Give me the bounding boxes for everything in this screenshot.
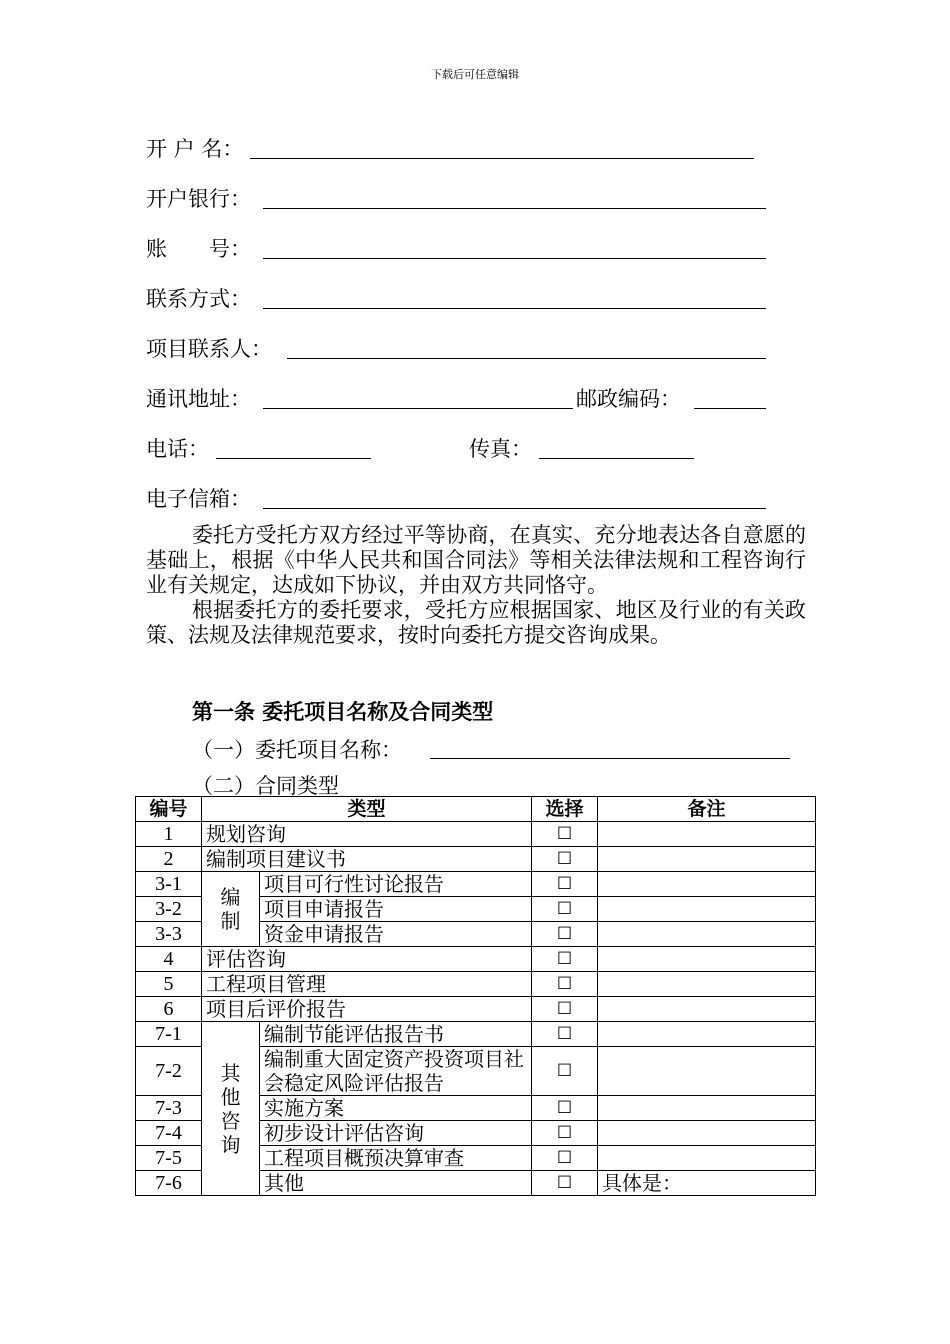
- bank-line[interactable]: [263, 208, 766, 209]
- postcode-label: 邮政编码：: [576, 387, 681, 411]
- select-checkbox[interactable]: ☐: [532, 1096, 598, 1121]
- select-checkbox[interactable]: ☐: [532, 872, 598, 897]
- contract-type-label: （二）合同类型: [192, 774, 339, 798]
- postcode-line[interactable]: [694, 408, 766, 409]
- row-remark[interactable]: [598, 1022, 816, 1047]
- row-remark[interactable]: [598, 822, 816, 847]
- group-other-text: 其他咨询: [220, 1060, 241, 1157]
- table-row: [136, 872, 816, 897]
- group-edit-text: 编制: [220, 885, 241, 933]
- row-remark[interactable]: [598, 872, 816, 897]
- select-checkbox[interactable]: ☐: [532, 847, 598, 872]
- select-checkbox[interactable]: ☐: [532, 972, 598, 997]
- contract-type-table: [135, 796, 816, 1196]
- table-row: [136, 972, 816, 997]
- phone-line[interactable]: [216, 458, 371, 459]
- address-line[interactable]: [263, 408, 573, 409]
- row-remark[interactable]: [598, 997, 816, 1022]
- select-checkbox[interactable]: ☐: [532, 1146, 598, 1171]
- row-remark[interactable]: 具体是：: [598, 1171, 816, 1196]
- row-type: 实施方案: [260, 1096, 532, 1121]
- account-no-label: 账 号：: [146, 237, 251, 261]
- row-remark[interactable]: [598, 847, 816, 872]
- row-number: 6: [136, 997, 202, 1022]
- row-type: 项目后评价报告: [202, 997, 532, 1022]
- row-number: 7-1: [136, 1022, 202, 1047]
- row-remark[interactable]: [598, 1146, 816, 1171]
- row-number: 3-1: [136, 872, 202, 897]
- page-header: 下载后可任意编辑: [431, 68, 519, 81]
- fax-label: 传真：: [469, 437, 532, 461]
- group-edit-label: [202, 872, 260, 947]
- select-checkbox[interactable]: ☐: [532, 1121, 598, 1146]
- row-number: 3-3: [136, 922, 202, 947]
- row-number: 5: [136, 972, 202, 997]
- row-remark[interactable]: [598, 1096, 816, 1121]
- group-other-label: [202, 1022, 260, 1196]
- paragraph-1: 委托方受托方双方经过平等协商，在真实、充分地表达各自意愿的基础上，根据《中华人民共和国合同法》等相关法律法规和工程咨询行业有关规定，达成如下协议，并由双方共同恪守。: [146, 523, 806, 597]
- row-type: 编制重大固定资产投资项目社会稳定风险评估报告: [260, 1047, 532, 1096]
- contact-method-line[interactable]: [263, 308, 766, 309]
- row-number: 3-2: [136, 897, 202, 922]
- account-name-line[interactable]: [250, 158, 754, 159]
- row-remark[interactable]: [598, 1121, 816, 1146]
- project-contact-line[interactable]: [287, 358, 766, 359]
- row-type: 编制项目建议书: [202, 847, 532, 872]
- select-checkbox[interactable]: ☐: [532, 1022, 598, 1047]
- project-contact-label: 项目联系人：: [146, 337, 272, 361]
- header-remark: 备注: [598, 797, 816, 822]
- email-label: 电子信箱：: [146, 487, 251, 511]
- account-no-line[interactable]: [263, 258, 766, 259]
- email-line[interactable]: [263, 508, 766, 509]
- intro-paragraph: [146, 523, 806, 648]
- table-row: [136, 1022, 816, 1047]
- project-name-label: （一）委托项目名称：: [192, 738, 402, 762]
- table-header-row: [136, 797, 816, 822]
- row-type: 初步设计评估咨询: [260, 1121, 532, 1146]
- row-remark[interactable]: [598, 922, 816, 947]
- row-number: 7-4: [136, 1121, 202, 1146]
- row-number: 7-6: [136, 1171, 202, 1196]
- table-row: [136, 822, 816, 847]
- select-checkbox[interactable]: ☐: [532, 922, 598, 947]
- row-remark[interactable]: [598, 897, 816, 922]
- row-type: 资金申请报告: [260, 922, 532, 947]
- row-number: 7-2: [136, 1047, 202, 1096]
- select-checkbox[interactable]: ☐: [532, 822, 598, 847]
- row-type: 项目可行性讨论报告: [260, 872, 532, 897]
- row-number: 7-5: [136, 1146, 202, 1171]
- select-checkbox[interactable]: ☐: [532, 997, 598, 1022]
- row-type: 其他: [260, 1171, 532, 1196]
- row-number: 2: [136, 847, 202, 872]
- select-checkbox[interactable]: ☐: [532, 1171, 598, 1196]
- row-type: 工程项目概预决算审查: [260, 1146, 532, 1171]
- row-number: 4: [136, 947, 202, 972]
- row-number: 1: [136, 822, 202, 847]
- row-type: 规划咨询: [202, 822, 532, 847]
- row-type: 工程项目管理: [202, 972, 532, 997]
- address-label: 通讯地址：: [146, 387, 251, 411]
- table-row: [136, 847, 816, 872]
- row-number: 7-3: [136, 1096, 202, 1121]
- select-checkbox[interactable]: ☐: [532, 947, 598, 972]
- row-type: 评估咨询: [202, 947, 532, 972]
- row-remark[interactable]: [598, 1047, 816, 1096]
- contact-method-label: 联系方式：: [146, 287, 251, 311]
- select-checkbox[interactable]: ☐: [532, 897, 598, 922]
- row-remark[interactable]: [598, 972, 816, 997]
- phone-label: 电话：: [146, 437, 209, 461]
- fax-line[interactable]: [539, 458, 694, 459]
- header-number: 编号: [136, 797, 202, 822]
- table-row: [136, 947, 816, 972]
- project-name-line[interactable]: [430, 758, 790, 759]
- row-type: 项目申请报告: [260, 897, 532, 922]
- row-remark[interactable]: [598, 947, 816, 972]
- select-checkbox[interactable]: ☐: [532, 1047, 598, 1096]
- row-type: 编制节能评估报告书: [260, 1022, 532, 1047]
- account-name-label: 开 户 名：: [146, 137, 244, 161]
- header-select: 选择: [532, 797, 598, 822]
- paragraph-2: 根据委托方的委托要求，受托方应根据国家、地区及行业的有关政策、法规及法律规范要求，按时向委托方提交咨询成果。: [146, 598, 806, 647]
- table-row: [136, 997, 816, 1022]
- header-type: 类型: [202, 797, 532, 822]
- article-1-heading: 第一条 委托项目名称及合同类型: [192, 700, 494, 724]
- bank-label: 开户银行：: [146, 187, 251, 211]
